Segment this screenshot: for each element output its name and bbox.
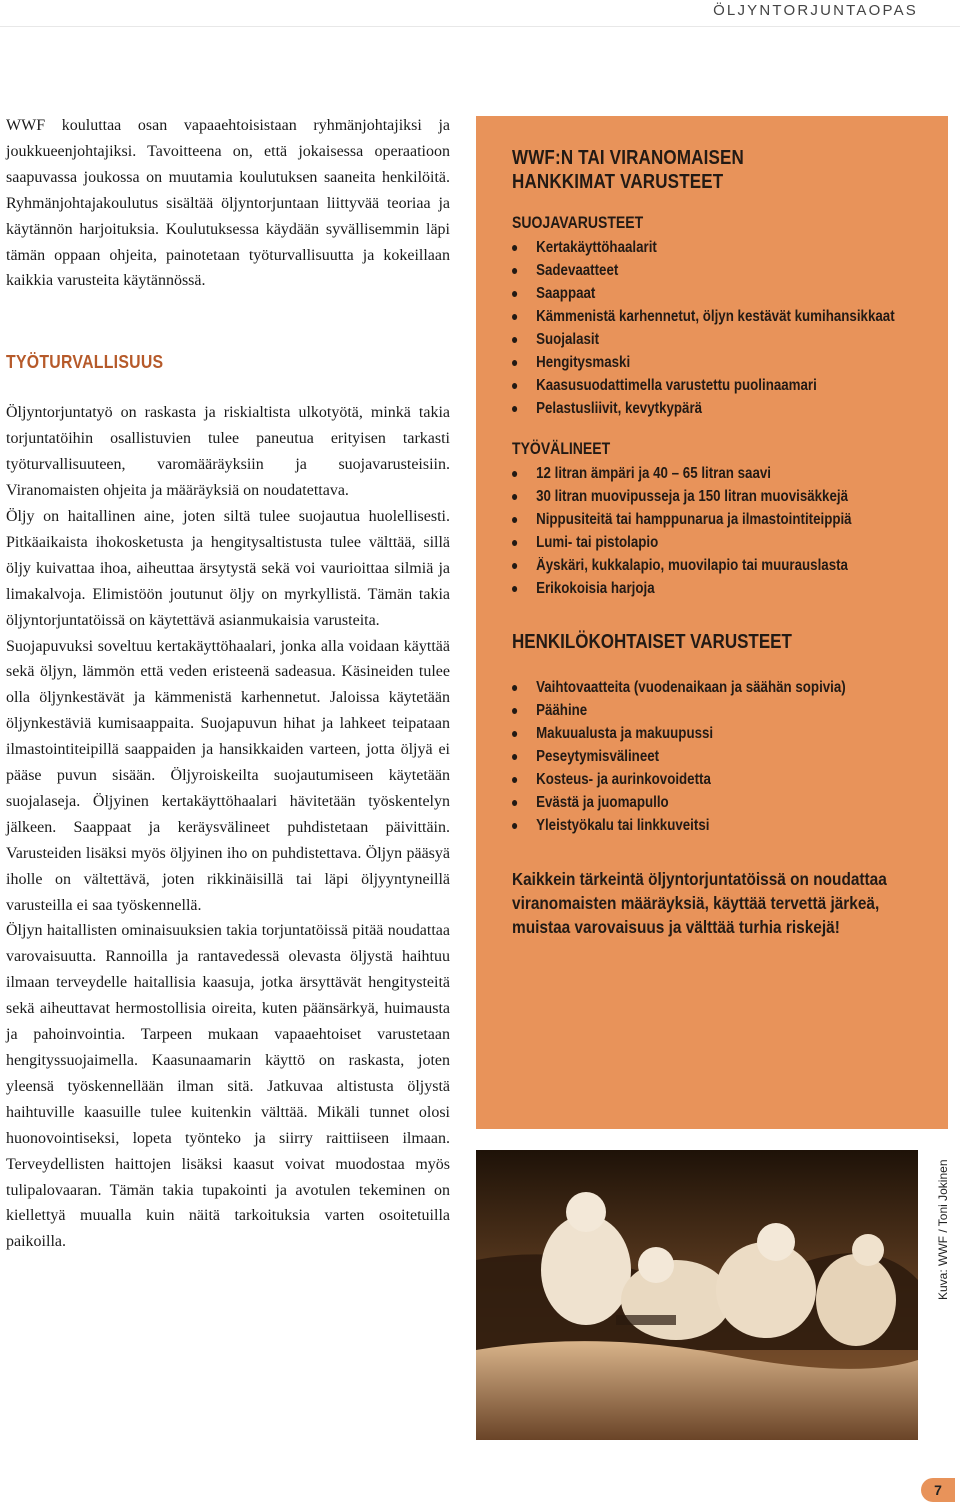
- list-item: Sadevaatteet: [512, 259, 914, 282]
- sidebar-title: WWF:N TAI VIRANOMAISEN HANKKIMAT VARUSTEET: [512, 147, 744, 193]
- protective-gear-list: [512, 236, 912, 420]
- photo-illustration: [476, 1150, 918, 1440]
- photo-credit-text: Kuva: WWF / Toni Jokinen: [936, 1159, 950, 1300]
- list-item: Kosteus- ja aurinkovoidetta: [512, 768, 914, 791]
- list-item: 30 litran muovipusseja ja 150 litran muovisäkkejä: [512, 485, 914, 508]
- personal-gear-heading: HENKILÖKOHTAISET VARUSTEET: [512, 631, 792, 653]
- list-item: 12 litran ämpäri ja 40 – 65 litran saavi: [512, 462, 914, 485]
- list-item: Kaasusuodattimella varustettu puolinaamari: [512, 374, 914, 397]
- list-item: Päähine: [512, 699, 914, 722]
- volunteers-photo: [476, 1150, 918, 1440]
- body-paragraph-3: Suojapuvuksi soveltuu kertakäyttöhaalari, jonka alla voidaan käyttää sekä öljyn, lämmön että veden eristeenä sadeasua. Käsineiden tulee olla öljynkestävät ja kämmenistä karhennetut. Jaloissa käytetään öljynkestäviä kumisaappaita. Suojapuvun hihat ja lahkeet teipataan ilmastointiteipillä saappaiden ja hansikkaiden varteen, jotta öljyä ei pääse puvun sisään. Öljyroiskeilta suojautumiseen käytetään suojalaseja. Öljyinen kertakäyttöhaalari hävitetään työskentelyn jälkeen. Saappaat ja keräysvälineet puhdistetaan päivittäin. Varusteiden lisäksi myös öljyinen iho on puhdistettava. Öljyn pääsyä iholle on vältettävä, joten rikkinäisillä tai läpi öljyyntyneillä varusteilla ei saa työskennellä.: [6, 637, 450, 914]
- list-item: Kertakäyttöhaalarit: [512, 236, 914, 259]
- list-item: Erikokoisia harjoja: [512, 577, 914, 600]
- equipment-sidebar: [476, 116, 948, 1129]
- photo-credit: [926, 1159, 950, 1300]
- list-item: Saappaat: [512, 282, 914, 305]
- list-item: Suojalasit: [512, 328, 914, 351]
- page-header: [0, 0, 960, 27]
- intro-paragraph: WWF kouluttaa osan vapaaehtoisistaan ryhmänjohtajiksi ja joukkueenjohtajiksi. Tavoitteena on, että jokaisessa operaatioon saapuvassa joukossa on muutamia koulutuksen saaneita henkilöitä. Ryhmänjohtajakoulutus sisältää öljyntorjuntaan liittyvää teoriaa ja käytännön harjoituksia. Koulutuksessa käydään syvällisemmin läpi tämän oppaan ohjeita, painotetaan työturvallisuutta ja kokeillaan kaikkia varusteita käytännössä.: [6, 117, 450, 290]
- list-item: Äyskäri, kukkalapio, muovilapio tai muurauslasta: [512, 554, 914, 577]
- publication-title: ÖLJYNTORJUNTAOPAS: [713, 2, 918, 19]
- body-paragraph-2: Öljy on haitallinen aine, joten siltä tulee suojautua huolellisesti. Pitkäaikaista ihokosketusta ja hengitysaltistusta tulee välttää, sillä öljy kuivattaa ihoa, aiheuttaa ärsytystä sekä voi vaurioittaa silmiä ja limakalvoja. Elimistöön joutunut öljy on myrkyllistä. Tämän takia öljyntorjuntatöissä on käytettävä asianmukaisia varusteita.: [6, 507, 450, 629]
- list-item: Lumi- tai pistolapio: [512, 531, 914, 554]
- body-paragraph-4: Öljyn haitallisten ominaisuuksien takia torjuntatöissä pitää noudattaa varovaisuutta. Rannoilla ja rantavedessä olevasta öljystä haihtuu ilmaan terveydelle haitallisia kaasuja, jotka ärsyttävät hengitysteitä sekä aiheuttavat hermostollisia oireita, kuten päänsärkyä, huimausta ja pahoinvointia. Tarpeen mukaan vapaaehtoiset varustetaan hengityssuojaimella. Kaasunaamarin käyttö on raskasta, joten yleensä työskennellään ilman sitä. Jatkuvaa altistusta öljystä haihtuville kaasuille tulee kuitenkin välttää. Mikäli tunnet olosi huonovointiseksi, lopeta työnteko ja siirry raittiiseen ilmaan. Terveydellisten haittojen lisäksi kaasut voivat muodostaa myös tulipalovaaran. Tämän takia tupakointi ja avotulen tekeminen on kiellettyä muualla kuin näitä tarkoituksia varten osoitetuilla paikoilla.: [6, 922, 450, 1251]
- list-item: Pelastusliivit, kevytkypärä: [512, 397, 914, 420]
- list-item: Makuualusta ja makuupussi: [512, 722, 914, 745]
- list-item: Peseytymisvälineet: [512, 745, 914, 768]
- list-item: Kämmenistä karhennetut, öljyn kestävät kumihansikkaat: [512, 305, 914, 328]
- personal-gear-list: [512, 676, 912, 837]
- tools-list: [512, 462, 912, 600]
- list-item: Hengitysmaski: [512, 351, 914, 374]
- section-heading: TYÖTURVALLISUUS: [6, 352, 164, 373]
- tools-heading: TYÖVÄLINEET: [512, 440, 611, 458]
- protective-gear-heading: SUOJAVARUSTEET: [512, 214, 644, 232]
- page-number: 7: [921, 1478, 955, 1502]
- list-item: Yleistyökalu tai linkkuveitsi: [512, 814, 914, 837]
- list-item: Nippusiteitä tai hamppunarua ja ilmastointiteippiä: [512, 508, 914, 531]
- closing-statement: Kaikkein tärkeintä öljyntorjuntatöissä on noudattaa viranomaisten määräyksiä, käyttää tervettä järkeä, muistaa varovaisuus ja välttää turhia riskejä!: [512, 869, 887, 937]
- main-column: [6, 113, 450, 1255]
- list-item: Evästä ja juomapullo: [512, 791, 914, 814]
- list-item: Vaihtovaatteita (vuodenaikaan ja säähän sopivia): [512, 676, 914, 699]
- body-paragraph-1: Öljyntorjuntatyö on raskasta ja riskialtista ulkotyötä, minkä takia torjuntatöihin osallistuvien tulee paneutua erityisen tarkasti työturvallisuuteen, varomääräyksiin ja suojavarusteisiin. Viranomaisten ohjeita ja määräyksiä on noudatettava.: [6, 404, 450, 500]
